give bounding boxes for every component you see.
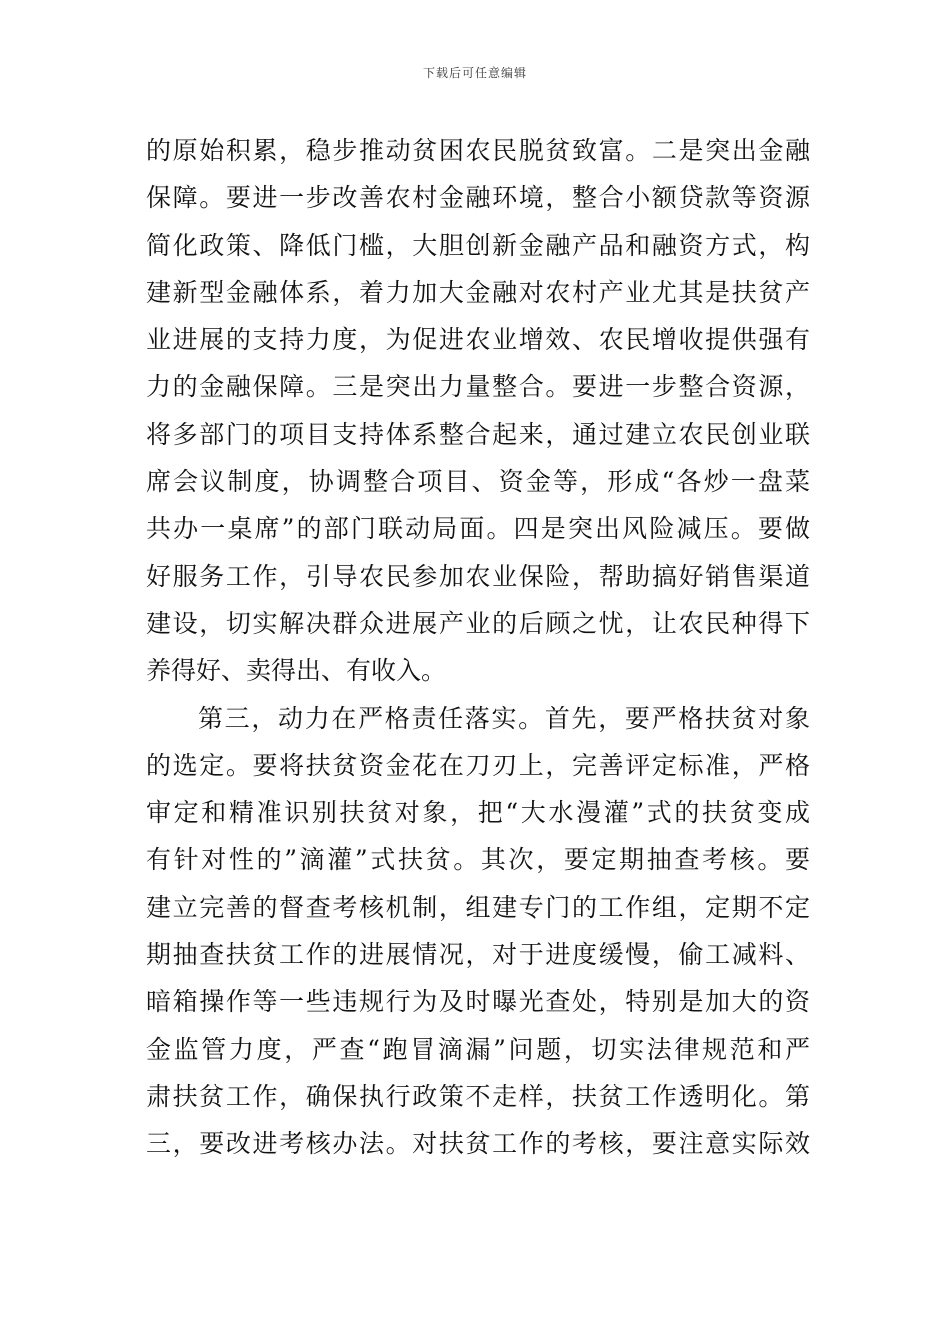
text-line: 简化政策、降低门槛，大胆创新金融产品和融资方式，构: [146, 230, 810, 260]
text-line: 建新型金融体系，着力加大金融对农村产业尤其是扶贫产: [146, 277, 810, 307]
text-line: 建立完善的督查考核机制，组建专门的工作组，定期不定: [146, 892, 810, 922]
paragraph-1: [146, 127, 810, 695]
text-line: 共办一桌席”的部门联动局面。四是突出风险减压。要做: [146, 514, 810, 544]
text-line: 的原始积累，稳步推动贫困农民脱贫致富。二是突出金融: [146, 136, 810, 165]
text-line: 肃扶贫工作，确保执行政策不走样，扶贫工作透明化。第: [146, 1081, 810, 1111]
text-line: 的选定。要将扶贫资金花在刀刃上，完善评定标准，严格: [146, 750, 810, 780]
text-line: 将多部门的项目支持体系整合起来，通过建立农民创业联: [146, 419, 810, 449]
text-line: 保障。要进一步改善农村金融环境，整合小额贷款等资源: [146, 183, 810, 213]
text-line: 第三，动力在严格责任落实。首先，要严格扶贫对象: [198, 703, 810, 733]
text-line: 业进展的支持力度，为促进农业增效、农民增收提供强有: [146, 325, 810, 355]
text-line: 力的金融保障。三是突出力量整合。要进一步整合资源，: [146, 372, 810, 402]
text-line: 有针对性的”滴灌”式扶贫。其次，要定期抽查考核。要: [146, 845, 810, 875]
text-line: 三，要改进考核办法。对扶贫工作的考核，要注意实际效: [146, 1129, 810, 1159]
text-line: 暗箱操作等一些违规行为及时曝光查处，特别是加大的资: [146, 987, 810, 1017]
text-line: 期抽查扶贫工作的进展情况，对于进度缓慢，偷工减料、: [146, 940, 810, 970]
text-line: 审定和精准识别扶贫对象，把“大水漫灌”式的扶贫变成: [146, 798, 810, 828]
document-body: [146, 127, 810, 1168]
text-line: 席会议制度，协调整合项目、资金等，形成“各炒一盘菜: [146, 467, 810, 497]
text-line: 建设，切实解决群众进展产业的后顾之忧，让农民种得下: [146, 608, 810, 638]
text-line: 好服务工作，引导农民参加农业保险，帮助搞好销售渠道: [146, 561, 810, 591]
page-header: 下载后可任意编辑: [422, 66, 527, 80]
text-line: 养得好、卖得出、有收入。: [146, 656, 447, 686]
text-line: 金监管力度，严查“跑冒滴漏”问题，切实法律规范和严: [146, 1034, 810, 1064]
paragraph-2: [146, 695, 810, 1168]
